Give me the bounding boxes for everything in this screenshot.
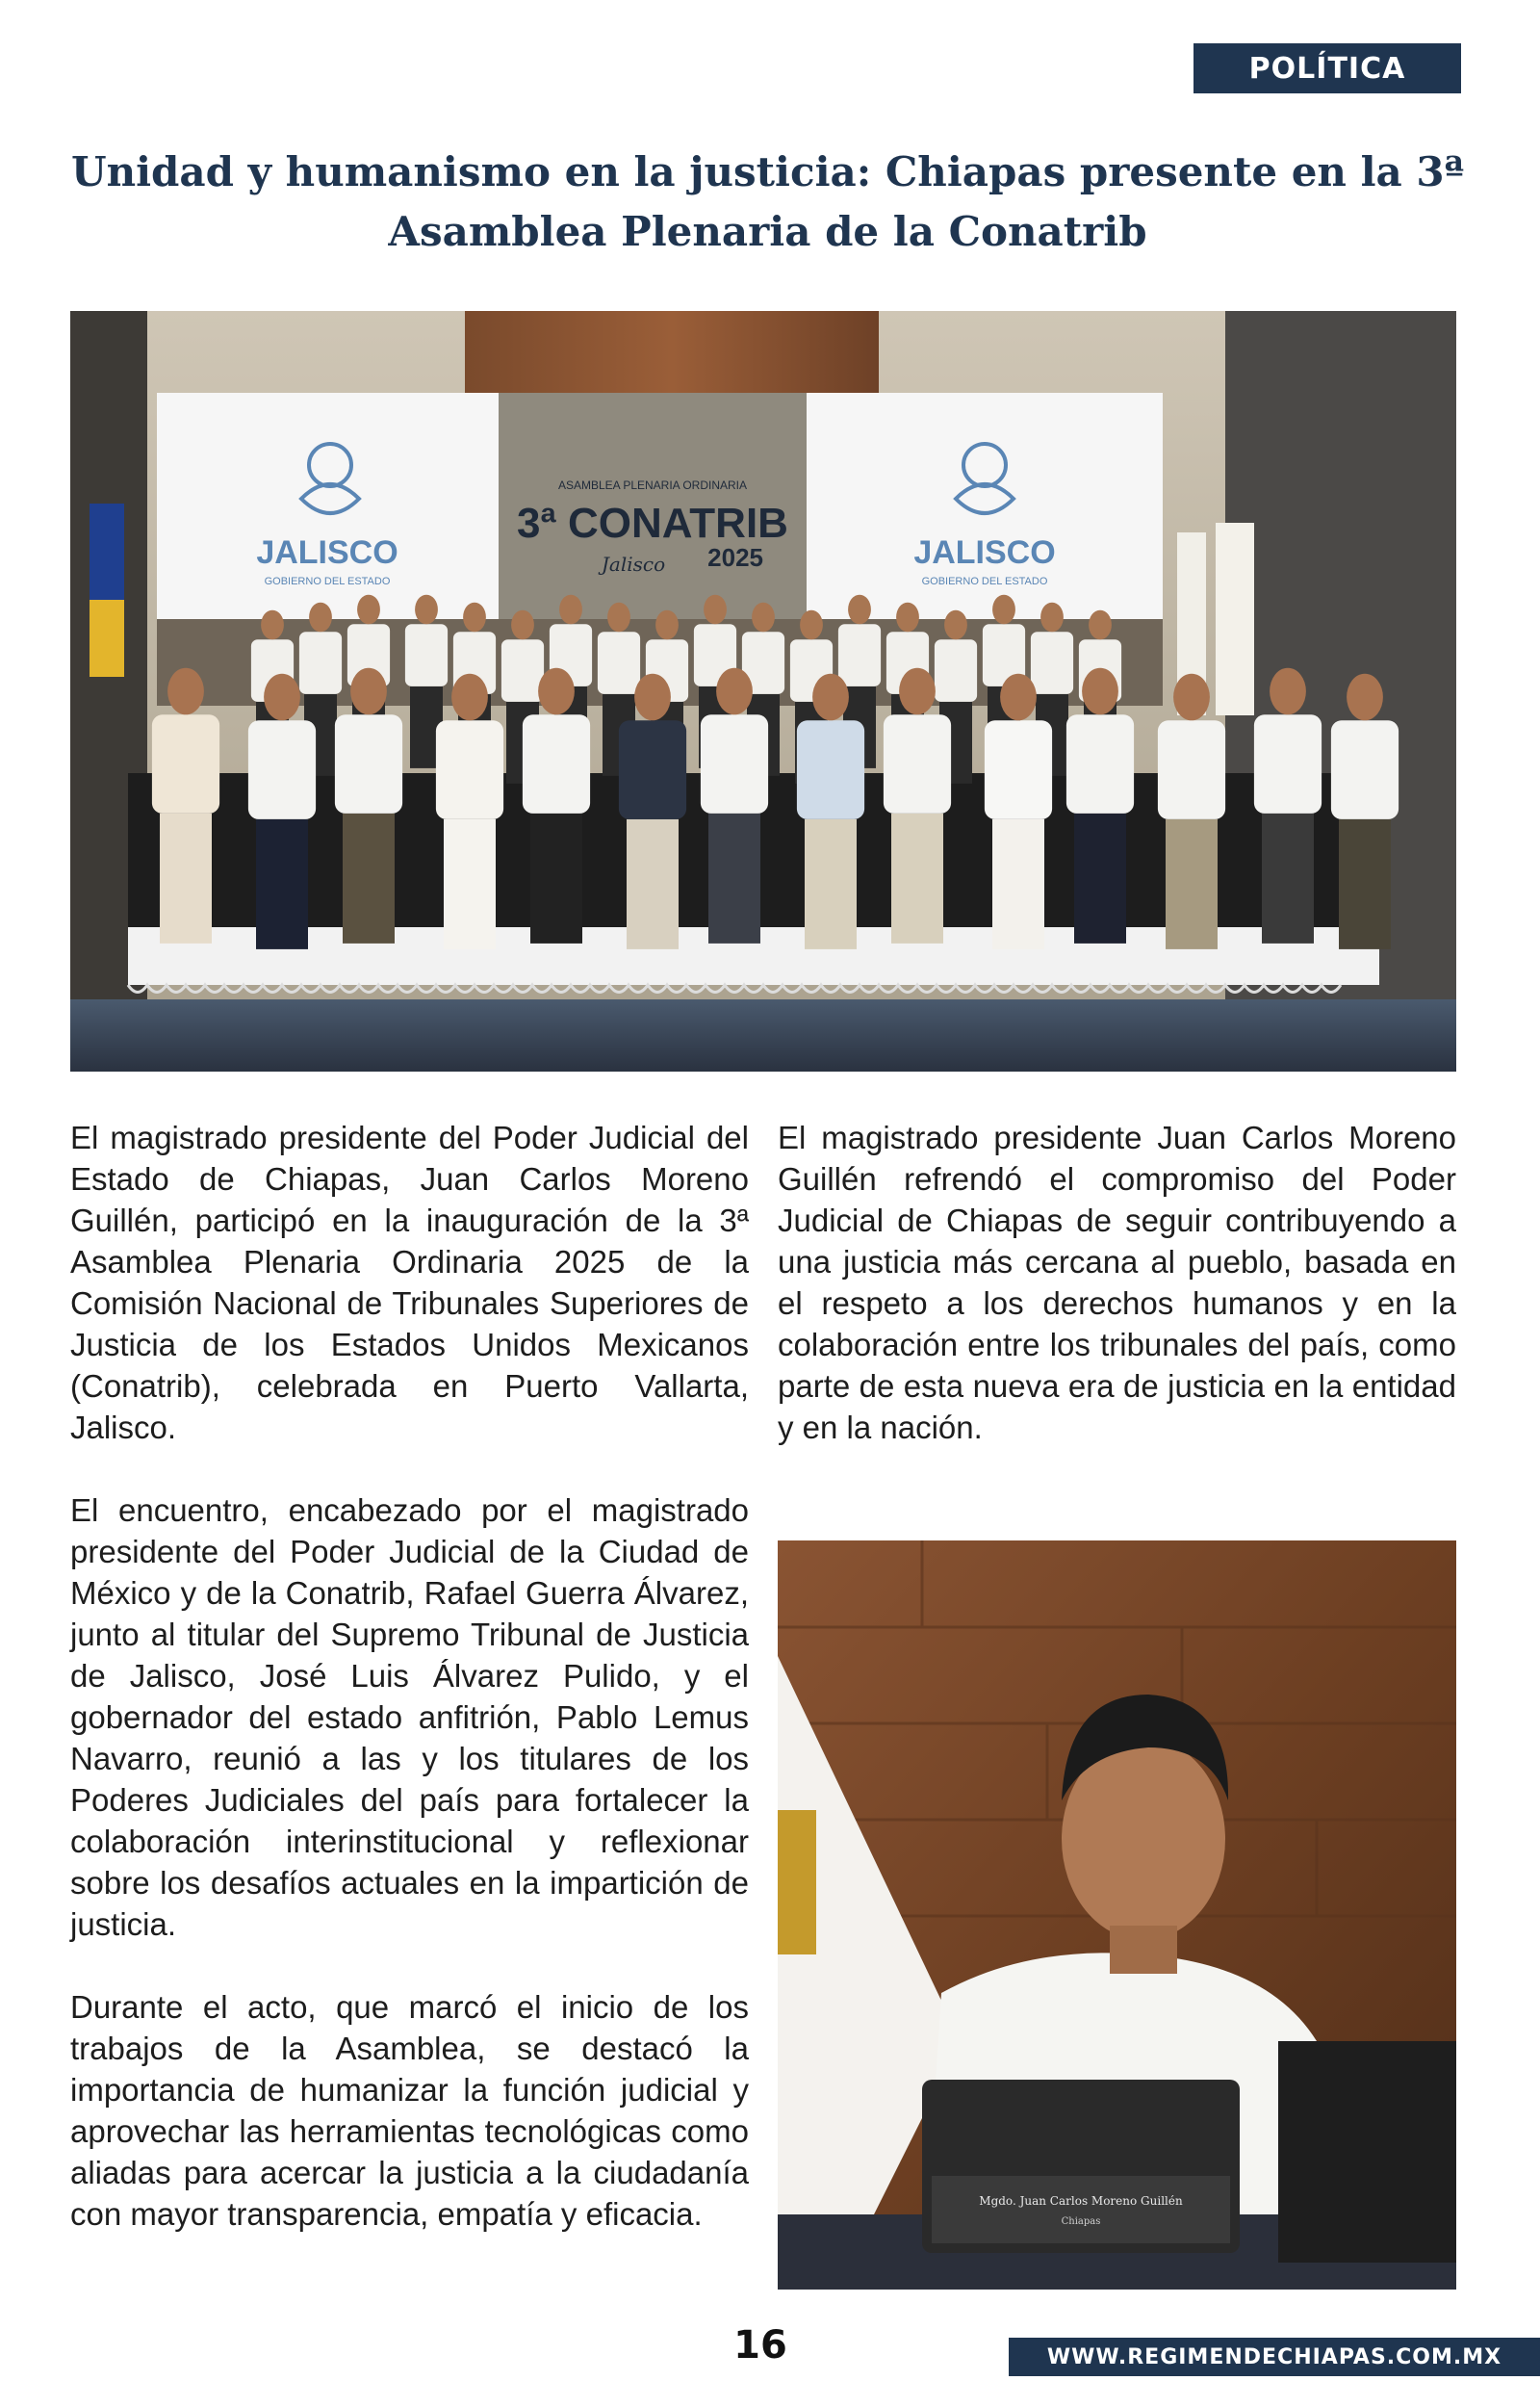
screen-right-title: JALISCO bbox=[913, 534, 1056, 571]
screen-center-line2: 3ª CONATRIB bbox=[517, 500, 788, 547]
screen-left-title: JALISCO bbox=[256, 534, 398, 571]
right-column bbox=[778, 1117, 1456, 1489]
section-tag: POLÍTICA bbox=[1194, 43, 1461, 93]
screen-center-line3: Jalisco bbox=[601, 553, 666, 576]
screen-center-year: 2025 bbox=[707, 543, 763, 572]
nameplate-name: Mgdo. Juan Carlos Moreno Guillén bbox=[979, 2194, 1183, 2208]
paragraph-commitment: El magistrado presidente Juan Carlos Moreno Guillén refrendó el compromiso del Poder Judicial de Chiapas de seguir contribuyendo a una justicia más cercana al pueblo, basada en el respeto a los derechos humanos y en la colaboración entre los tribunales del país, como parte de esta nueva era de justicia en la entidad y en la nación. bbox=[778, 1120, 1456, 1445]
screen-left-subtitle: GOBIERNO DEL ESTADO bbox=[264, 576, 391, 587]
screen-right-subtitle: GOBIERNO DEL ESTADO bbox=[921, 576, 1048, 587]
group-photo bbox=[70, 311, 1456, 1072]
page-number: 16 bbox=[733, 2323, 787, 2368]
footer-url[interactable]: WWW.REGIMENDECHIAPAS.COM.MX bbox=[1009, 2338, 1540, 2376]
screen-center-line1: ASAMBLEA PLENARIA ORDINARIA bbox=[557, 479, 748, 492]
paragraph-encounter: El encuentro, encabezado por el magistrado presidente del Poder Judicial de la Ciudad de México y de la Conatrib, Rafael Guerra Álvarez, junto al titular del Supremo Tribunal de Justicia de Jalisco, José Luis Álvarez Pulido, y el gobernador del estado anfitrión, Pablo Lemus Navarro, reunió a las y los titulares de los Poderes Judiciales del país para fortalecer la colaboración interinstitucional y reflexionar sobre los desafíos actuales en la impartición de justicia. bbox=[70, 1492, 749, 1942]
nameplate-state: Chiapas bbox=[1061, 2216, 1101, 2227]
paragraph-intro: El magistrado presidente del Poder Judicial del Estado de Chiapas, Juan Carlos Moreno Guillén, participó en la inauguración de la 3ª Asamblea Plenaria Ordinaria 2025 de la Comisión Nacional de Tribunales Superiores de Justicia de los Estados Unidos Mexicanos (Conatrib), celebrada en Puerto Vallarta, Jalisco. bbox=[70, 1120, 749, 1445]
portrait-photo bbox=[778, 1540, 1456, 2290]
article-headline: Unidad y humanismo en la justicia: Chiapas presente en la 3ª Asamblea Plenaria de la Conatrib bbox=[70, 148, 1465, 255]
left-column bbox=[70, 1117, 749, 2276]
paragraph-ceremony: Durante el acto, que marcó el inicio de los trabajos de la Asamblea, se destacó la importancia de humanizar la función judicial y aprovechar las herramientas tecnológicas como aliadas para acercar la justicia a la ciudadanía con mayor transparencia, empatía y eficacia. bbox=[70, 1989, 749, 2232]
